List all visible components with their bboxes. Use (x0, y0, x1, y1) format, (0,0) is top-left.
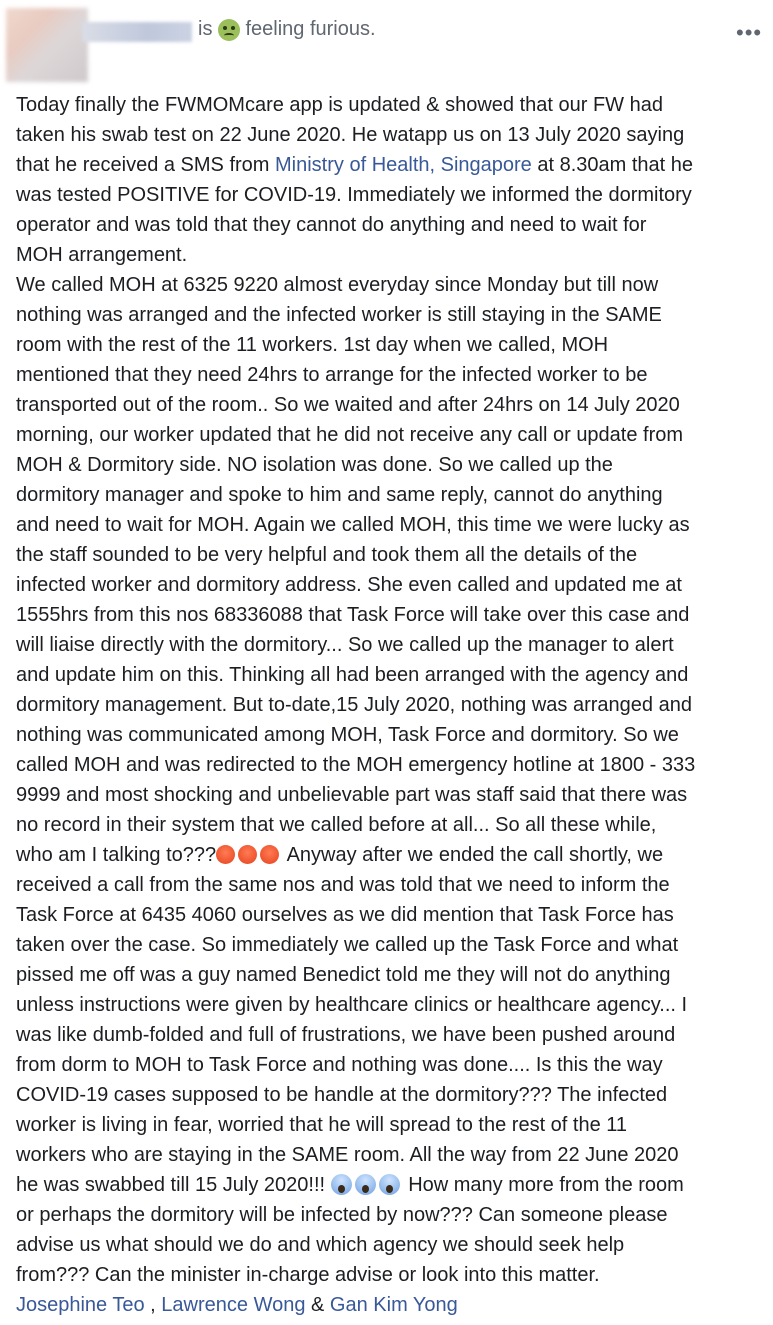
tag-josephine-teo[interactable]: Josephine Teo (16, 1294, 145, 1316)
avatar[interactable] (6, 8, 88, 82)
post-line: MOH & Dormitory side. NO isolation was done. So we called up the (16, 454, 613, 476)
post-text: who am I talking to??? (16, 844, 217, 866)
post-line: no record in their system that we called before at all... So all these while, (16, 814, 657, 836)
post-line: and need to wait for MOH. Again we called MOH, this time we were lucky as (16, 514, 690, 536)
post-line: Task Force at 6435 4060 ourselves as we did mention that Task Force has (16, 904, 674, 926)
post-line: taken over the case. So immediately we called up the Task Force and what (16, 934, 679, 956)
post-line: taken his swab test on 22 June 2020. He watapp us on 13 July 2020 saying (16, 124, 685, 146)
is-text: is (198, 18, 213, 40)
post-line: was tested POSITIVE for COVID-19. Immediately we informed the dormitory (16, 184, 692, 206)
post-line (16, 840, 764, 870)
scream-emoji-icon (379, 1174, 400, 1195)
tag-gan-kim-yong[interactable]: Gan Kim Yong (329, 1294, 458, 1316)
scream-emoji-icon (355, 1174, 376, 1195)
feeling-text: feeling furious. (245, 18, 376, 40)
post-text: that he received a SMS from (16, 154, 276, 176)
furious-emoji-icon (218, 19, 240, 41)
scream-emoji-icon (331, 1174, 352, 1195)
post-line: mentioned that they need 24hrs to arrange for the infected worker to be (16, 364, 648, 386)
post-header (0, 0, 773, 80)
post-line: infected worker and dormitory address. She even called and updated me at (16, 574, 682, 596)
post-line: nothing was arranged and the infected worker is still staying in the SAME (16, 304, 662, 326)
post-line: Today finally the FWMOMcare app is updated & showed that our FW had (16, 94, 663, 116)
angry-emoji-icon (238, 845, 257, 864)
post-text: he was swabbed till 15 July 2020!!! (16, 1174, 331, 1196)
post-line: from dorm to MOH to Task Force and nothing was done.... Is this the way (16, 1054, 663, 1076)
post-line: COVID-19 cases supposed to be handle at the dormitory??? The infected (16, 1084, 668, 1106)
post-line: or perhaps the dormitory will be infected by now??? Can someone please (16, 1204, 668, 1226)
post-line: advise us what should we do and which agency we should seek help (16, 1234, 625, 1256)
post-line: dormitory management. But to-date,15 July 2020, nothing was arranged and (16, 694, 692, 716)
post-line (16, 150, 764, 180)
post-line: the staff sounded to be very helpful and took them all the details of the (16, 544, 638, 566)
post-line: operator and was told that they cannot do anything and need to wait for (16, 214, 647, 236)
post-line: worker is living in fear, worried that he will spread to the rest of the 11 (16, 1114, 628, 1136)
post-line: 1555hrs from this nos 68336088 that Task Force will take over this case and (16, 604, 690, 626)
post-line: room with the rest of the 11 workers. 1st day when we called, MOH (16, 334, 609, 356)
post-line: dormitory manager and spoke to him and same reply, cannot do anything (16, 484, 663, 506)
post-text: How many more from the room (402, 1174, 684, 1196)
ministry-of-health-link[interactable]: Ministry of Health, Singapore (275, 154, 532, 176)
post-line: and update him on this. Thinking all had been arranged with the agency and (16, 664, 689, 686)
angry-emoji-icon (216, 845, 235, 864)
more-options-icon[interactable]: ••• (736, 20, 763, 45)
post-line: received a call from the same nos and was told that we need to inform the (16, 874, 670, 896)
tag-separator: & (305, 1294, 330, 1316)
tag-separator: , (144, 1294, 162, 1316)
post-line (16, 1170, 764, 1200)
post-line: transported out of the room.. So we waited and after 24hrs on 14 July 2020 (16, 394, 680, 416)
post-text: Anyway after we ended the call shortly, we (282, 844, 664, 866)
tag-lawrence-wong[interactable]: Lawrence Wong (161, 1294, 306, 1316)
post-line: nothing was communicated among MOH, Task Force and dormitory. So we (16, 724, 679, 746)
post-line: morning, our worker updated that he did not receive any call or update from (16, 424, 684, 446)
post-line: called MOH and was redirected to the MOH emergency hotline at 1800 - 333 (16, 754, 696, 776)
post-line: pissed me off was a guy named Benedict told me they will not do anything (16, 964, 671, 986)
post-line: was like dumb-folded and full of frustrations, we have been pushed around (16, 1024, 676, 1046)
post-line: workers who are staying in the SAME room. All the way from 22 June 2020 (16, 1144, 679, 1166)
post-body (16, 90, 764, 1320)
tags-line (16, 1290, 764, 1320)
angry-emoji-icon (260, 845, 279, 864)
post-line: will liaise directly with the dormitory... So we called up the manager to alert (16, 634, 674, 656)
post-line: unless instructions were given by healthcare clinics or healthcare agency... I (16, 994, 688, 1016)
post-text: at 8.30am that he (531, 154, 694, 176)
post-line: We called MOH at 6325 9220 almost everyday since Monday but till now (16, 274, 659, 296)
post-line: MOH arrangement. (16, 244, 188, 266)
post-line: from??? Can the minister in-charge advise or look into this matter. (16, 1264, 600, 1286)
post-line: 9999 and most shocking and unbelievable part was staff said that there was (16, 784, 688, 806)
author-name-redacted[interactable] (82, 22, 192, 42)
feeling-status (198, 18, 376, 41)
